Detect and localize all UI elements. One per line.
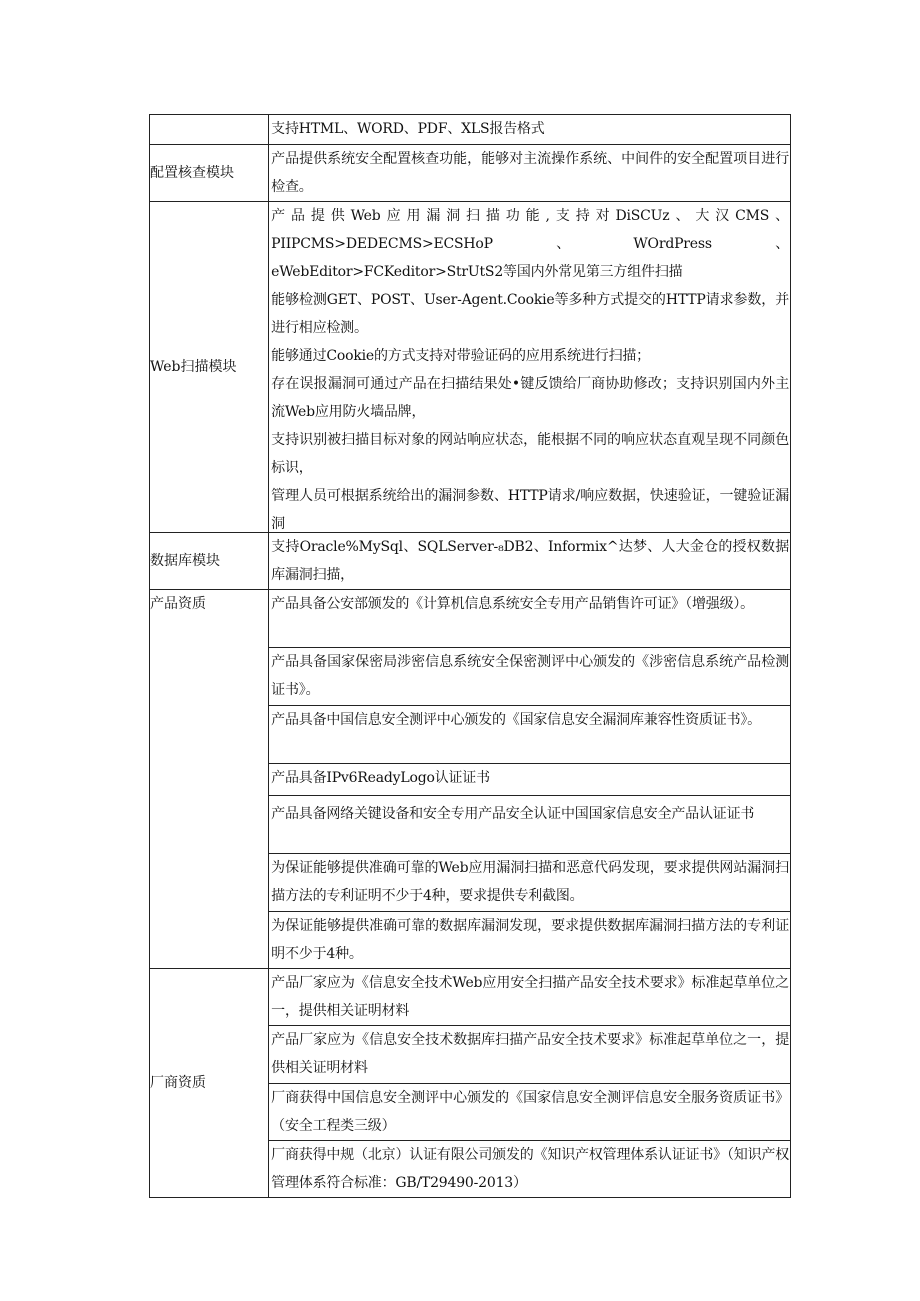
config-check-text: 产品提供系统安全配置核查功能，能够对主流操作系统、中间件的安全配置项目进行检查。 (271, 151, 789, 195)
row-label (150, 115, 269, 145)
product-qualification-item: 为保证能够提供准确可靠的数据库漏洞发现，要求提供数据库漏洞扫描方法的专利证明不少于4种。 (271, 918, 789, 962)
row-value (269, 706, 791, 764)
row-value (269, 202, 791, 533)
row-value (269, 648, 791, 706)
database-text: 支持Oracle%MySql、SQLServer-₈DB2、Informix^达梦、人大金仓的授权数据库漏洞扫描， (271, 539, 789, 583)
row-value (269, 1026, 791, 1084)
row-value (269, 533, 791, 590)
vendor-qualification-item: 厂商获得中规（北京）认证有限公司颁发的《知识产权管理体系认证证书》（知识产权管理体系符合标准：GB/T29490-2013） (271, 1147, 789, 1191)
table-row (150, 533, 791, 590)
product-qualification-item: 产品具备IPv6ReadyLogo认证证书 (271, 770, 490, 786)
vendor-qualification-item: 厂商获得中国信息安全测评中心颁发的《国家信息安全测评信息安全服务资质证书》（安全工程类三级） (271, 1090, 789, 1134)
table-row (150, 590, 791, 648)
web-scan-paragraph: 存在误报漏洞可通过产品在扫描结果处•键反馈给厂商协助修改；支持识别国内外主流Web应用防火墙品牌， (271, 376, 789, 420)
row-label-vendor-qualification: 厂商资质 (150, 969, 269, 1198)
web-scan-paragraph: 能够检测GET、POST、User-Agent.Cookie等多种方式提交的HTTP请求参数，并进行相应检测。 (271, 292, 789, 336)
product-qualification-item: 产品具备网络关键设备和安全专用产品安全认证中国国家信息安全产品认证证书 (271, 806, 755, 822)
row-value (269, 854, 791, 912)
row-value (269, 912, 791, 969)
table-row (150, 145, 791, 202)
table-row (150, 202, 791, 533)
row-value (269, 969, 791, 1026)
product-qualification-item: 产品具备国家保密局涉密信息系统安全保密测评中心颁发的《涉密信息系统产品检测证书》。 (271, 654, 789, 698)
product-qualification-item: 产品具备公安部颁发的《计算机信息系统安全专用产品销售许可证》（增强级）。 (271, 596, 754, 612)
product-qualification-item: 产品具备中国信息安全测评中心颁发的《国家信息安全漏洞库兼容性资质证书》。 (271, 712, 761, 728)
row-value (269, 115, 791, 145)
web-scan-paragraph: 管理人员可根据系统给出的漏洞参数、HTTP请求/响应数据，快速验证，一键验证漏洞 (271, 488, 789, 532)
web-scan-paragraph: 能够通过Cookie的方式支持对带验证码的应用系统进行扫描； (271, 348, 650, 364)
row-label-product-qualification: 产品资质 (150, 590, 269, 969)
table-row (150, 969, 791, 1026)
vendor-qualification-item: 产品厂家应为《信息安全技术Web应用安全扫描产品安全技术要求》标准起草单位之一，提供相关证明材料 (271, 975, 789, 1019)
row-label-web-scan: Web扫描模块 (150, 202, 269, 533)
row-value (269, 764, 791, 796)
report-formats-text: 支持HTML、WORD、PDF、XLS报告格式 (271, 121, 545, 137)
spec-table (149, 114, 791, 1198)
row-value (269, 1084, 791, 1141)
web-scan-text (269, 202, 790, 532)
table-row (150, 115, 791, 145)
row-label-database: 数据库模块 (150, 533, 269, 590)
web-scan-paragraph: 产品提供Web应用漏洞扫描功能,支持对DiSCUz、大汉CMS、PIIPCMS>DEDECMS>ECSHoP、WOrdPress、eWebEditor>FCKeditor>StrUtS2等国内外常见第三方组件扫描 (271, 208, 789, 280)
row-value (269, 796, 791, 854)
row-label-config-check: 配置核查模块 (150, 145, 269, 202)
row-value (269, 590, 791, 648)
row-value (269, 1141, 791, 1198)
web-scan-paragraph: 支持识别被扫描目标对象的网站响应状态，能根据不同的响应状态直观呈现不同颜色标识， (271, 432, 789, 476)
product-qualification-item: 为保证能够提供准确可靠的Web应用漏洞扫描和恶意代码发现，要求提供网站漏洞扫描方法的专利证明不少于4种，要求提供专利截图。 (271, 860, 789, 904)
vendor-qualification-item: 产品厂家应为《信息安全技术数据库扫描产品安全技术要求》标准起草单位之一，提供相关证明材料 (271, 1032, 789, 1076)
row-value (269, 145, 791, 202)
